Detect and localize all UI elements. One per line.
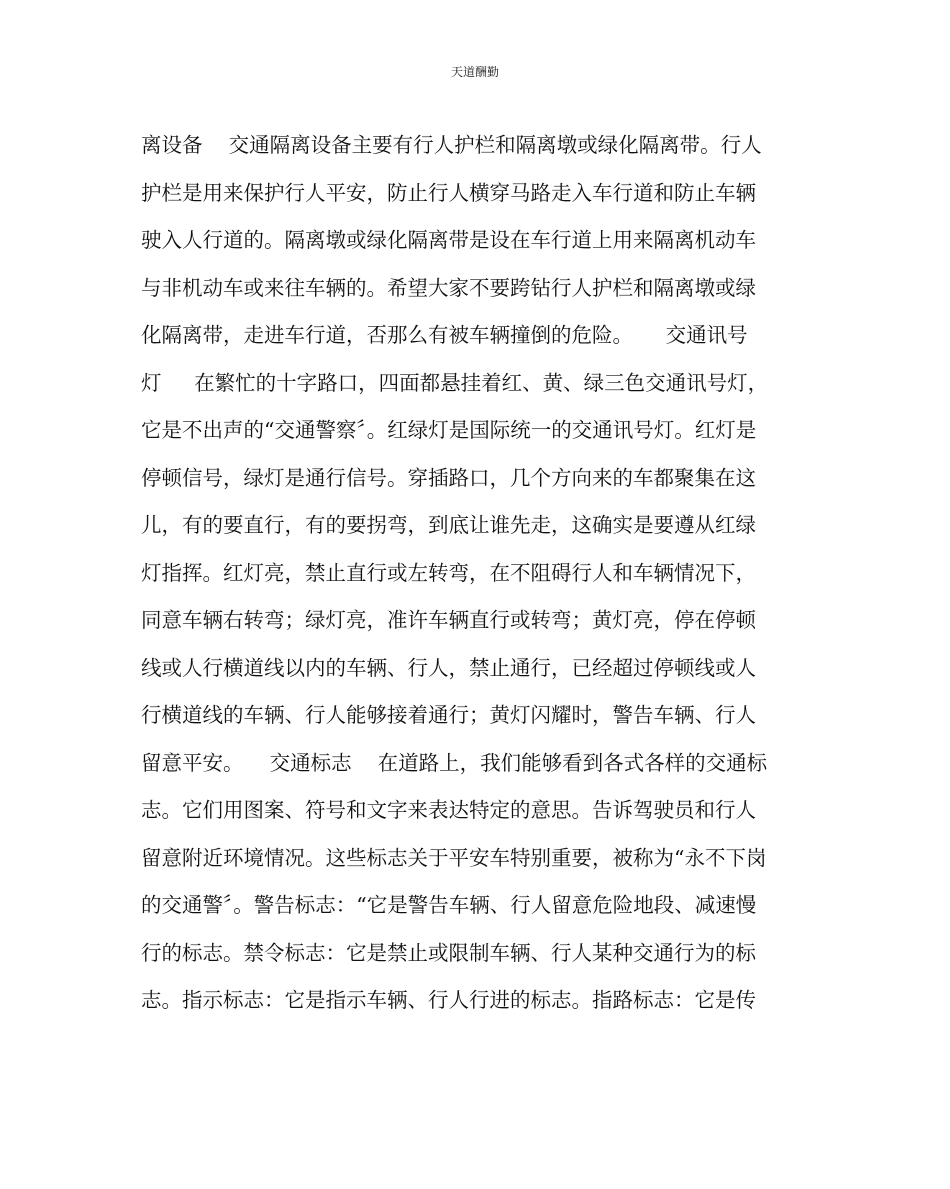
text-line: 离设备 交通隔离设备主要有行人护栏和隔离墩或绿化隔离带。行人 — [141, 133, 762, 157]
text-line: 停顿信号，绿灯是通行信号。穿插路口，几个方向来的车都聚集在这 — [141, 465, 756, 490]
document-body — [141, 122, 809, 1025]
text-line: 行横道线的车辆、行人能够接着通行；黄灯闪耀时，警告车辆、行人 — [141, 703, 756, 727]
text-line: 同意车辆右转弯；绿灯亮，准许车辆直行或转弯；黄灯亮，停在停顿 — [141, 608, 756, 632]
text-line: 行的标志。禁令标志：它是禁止或限制车辆、行人某种交通行为的标 — [141, 940, 756, 965]
text-line: 灯指挥。红灯亮，禁止直行或左转弯，在不阻碍行人和车辆情况下， — [141, 560, 756, 585]
text-line: 志。指示标志：它是指示车辆、行人行进的标志。指路标志：它是传 — [141, 988, 756, 1012]
text-line: 护栏是用来保护行人平安，防止行人横穿马路走入车行道和防止车辆 — [141, 180, 756, 205]
text-line: 留意附近环境情况。这些标志关于平安车特别重要，被称为“永不下岗 — [141, 845, 767, 870]
text-line: 线或人行横道线以内的车辆、行人，禁止通行，已经超过停顿线或人 — [141, 655, 756, 680]
text-line: 驶入人行道的。隔离墩或绿化隔离带是设在车行道上用来隔离机动车 — [141, 228, 756, 252]
text-line: 儿，有的要直行，有的要拐弯，到底让谁先走，这确实是要遵从红绿 — [141, 513, 756, 537]
text-line: 它是不出声的“交通警察〞。红绿灯是国际统一的交通讯号灯。红灯是 — [141, 418, 757, 442]
text-line: 留意平安。 交通标志 在道路上，我们能够看到各式各样的交通标 — [141, 750, 768, 775]
page-header: 天道酬勤 — [450, 65, 499, 79]
text-line: 灯 在繁忙的十字路口，四面都悬挂着红、黄、绿三色交通讯号灯， — [141, 370, 769, 395]
text-line: 志。它们用图案、符号和文字来表达特定的意思。告诉驾驶员和行人 — [141, 798, 756, 822]
text-line: 化隔离带，走进车行道，否那么有被车辆撞倒的危险。 交通讯号 — [141, 323, 748, 347]
text-line: 的交通警〞。警告标志：“它是警告车辆、行人留意危险地段、减速慢 — [141, 893, 757, 917]
text-line: 与非机动车或来往车辆的。希望大家不要跨钻行人护栏和隔离墩或绿 — [141, 275, 756, 300]
